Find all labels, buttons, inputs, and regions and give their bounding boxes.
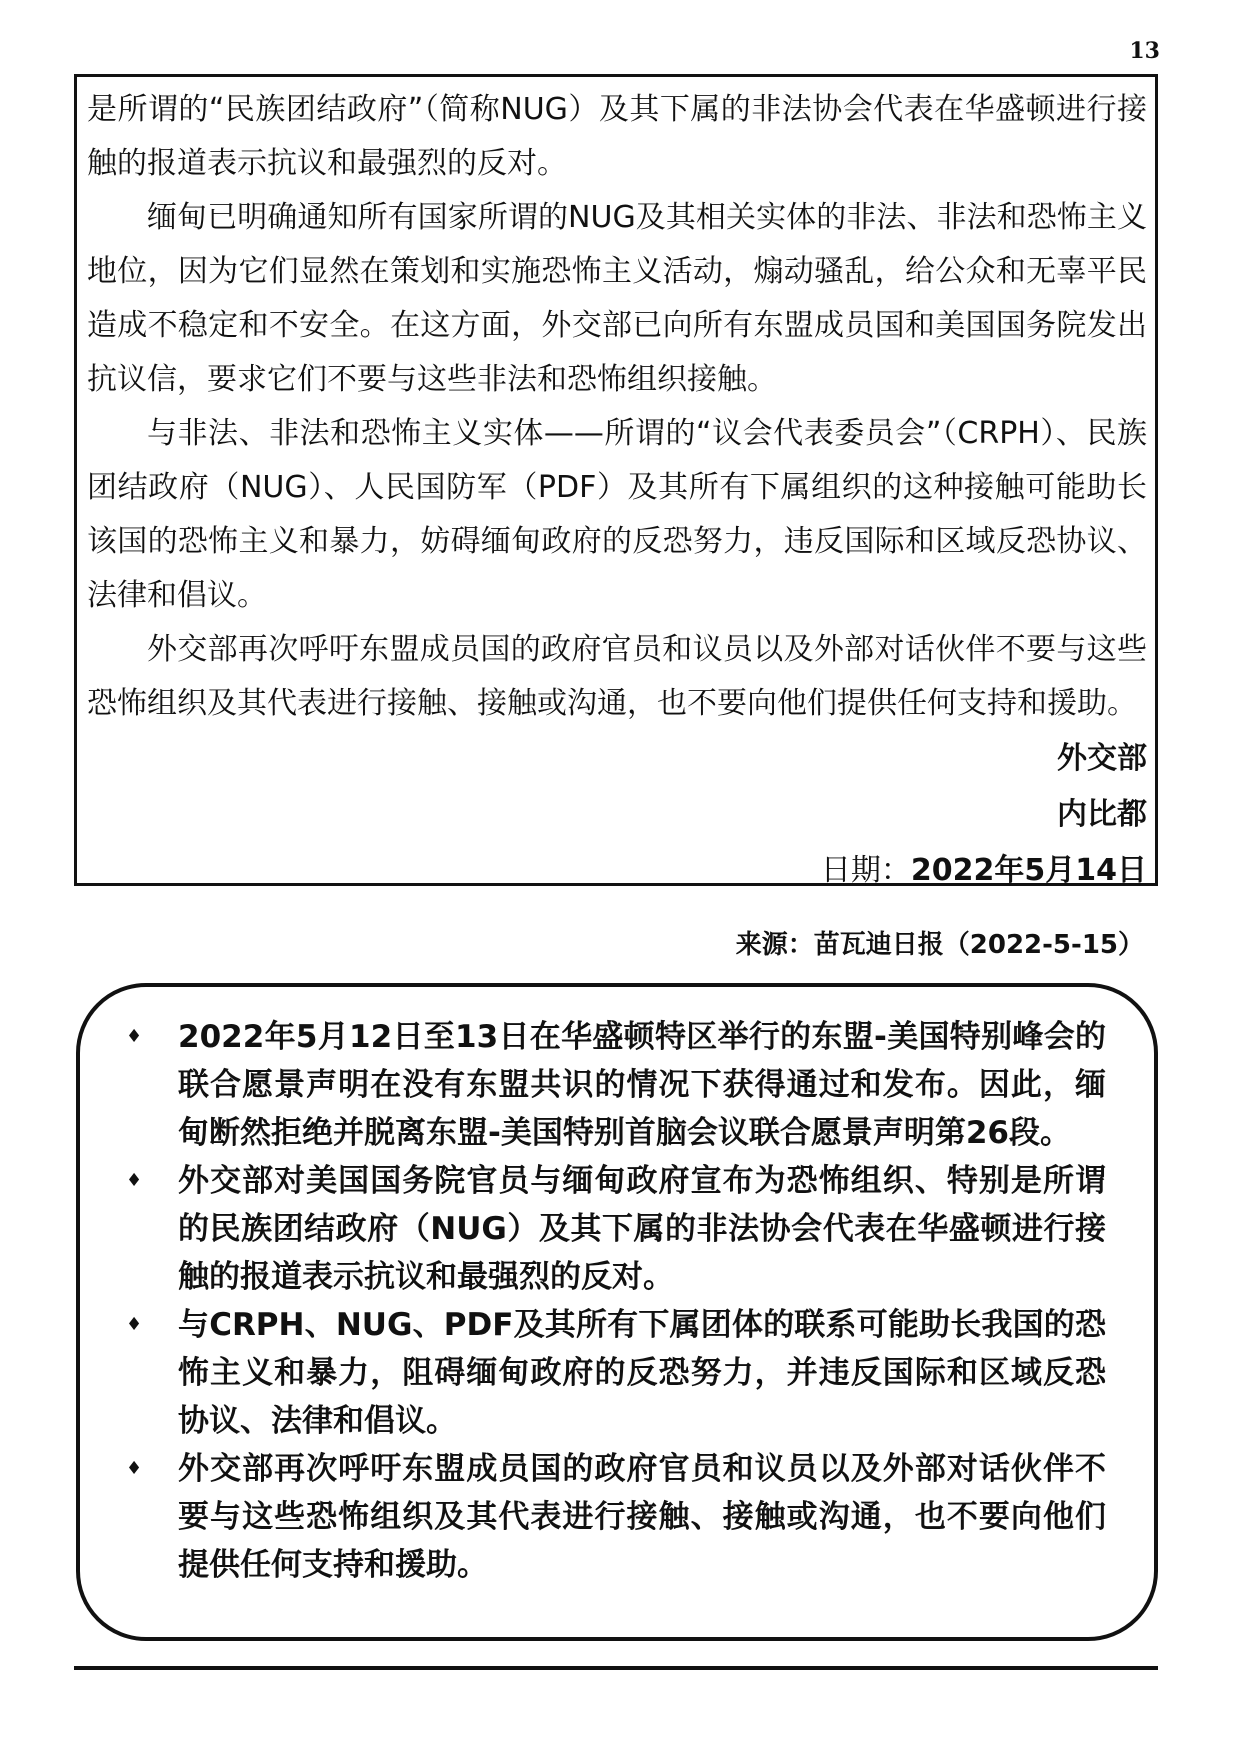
diamond-bullet-icon: ♦ (126, 1314, 143, 1335)
signature-city: 内比都 (1057, 797, 1147, 832)
summary-item-text: 外交部再次呼吁东盟成员国的政府官员和议员以及外部对话伙伴不要与这些恐怖组织及其代表进行接触、接触或沟通，也不要向他们提供任何支持和援助。 (178, 1451, 1106, 1583)
date-value: 2022年5月14日 (910, 853, 1147, 888)
statement-paragraph: 是所谓的“民族团结政府”（简称NUG）及其下属的非法协会代表在华盛顿进行接触的报道表示抗议和最强烈的反对。 (87, 92, 1147, 181)
page-number: 13 (1129, 38, 1160, 64)
signature-date (87, 843, 1147, 899)
diamond-bullet-icon: ♦ (126, 1458, 143, 1479)
statement-paragraph: 与非法、非法和恐怖主义实体——所谓的“议会代表委员会”（CRPH）、民族团结政府（NUG）、人民国防军（PDF）及其所有下属组织的这种接触可能助长该国的恐怖主义和暴力，妨碍缅甸政府的反恐努力，违反国际和区域反恐协议、法律和倡议。 (87, 416, 1147, 613)
summary-list (116, 1013, 1106, 1589)
source-citation: 来源：苗瓦迪日报（2022-5-15） (735, 930, 1144, 960)
diamond-bullet-icon: ♦ (126, 1026, 143, 1047)
signature-block (87, 731, 1147, 899)
bottom-rule (74, 1666, 1158, 1670)
date-label: 日期： (820, 853, 911, 888)
summary-item (116, 1013, 1106, 1157)
summary-item-text: 外交部对美国国务院官员与缅甸政府宣布为恐怖组织、特别是所谓的民族团结政府（NUG）及其下属的非法协会代表在华盛顿进行接触的报道表示抗议和最强烈的反对。 (178, 1163, 1106, 1295)
statement-box (74, 74, 1158, 886)
statement-paragraph: 外交部再次呼吁东盟成员国的政府官员和议员以及外部对话伙伴不要与这些恐怖组织及其代表进行接触、接触或沟通，也不要向他们提供任何支持和援助。 (87, 632, 1147, 721)
summary-item (116, 1157, 1106, 1301)
summary-item (116, 1301, 1106, 1445)
summary-item-text: 2022年5月12日至13日在华盛顿特区举行的东盟-美国特别峰会的联合愿景声明在没有东盟共识的情况下获得通过和发布。因此，缅甸断然拒绝并脱离东盟-美国特别首脑会议联合愿景声明第26段。 (178, 1019, 1106, 1151)
summary-item-text: 与CRPH、NUG、PDF及其所有下属团体的联系可能助长我国的恐怖主义和暴力，阻碍缅甸政府的反恐努力，并违反国际和区域反恐协议、法律和倡议。 (178, 1307, 1106, 1439)
summary-item (116, 1445, 1106, 1589)
summary-box (76, 983, 1158, 1641)
signature-ministry: 外交部 (1057, 741, 1147, 776)
statement-paragraph: 缅甸已明确通知所有国家所谓的NUG及其相关实体的非法、非法和恐怖主义地位，因为它们显然在策划和实施恐怖主义活动，煽动骚乱，给公众和无辜平民造成不稳定和不安全。在这方面，外交部已向所有东盟成员国和美国国务院发出抗议信，要求它们不要与这些非法和恐怖组织接触。 (87, 200, 1147, 397)
diamond-bullet-icon: ♦ (126, 1170, 143, 1191)
